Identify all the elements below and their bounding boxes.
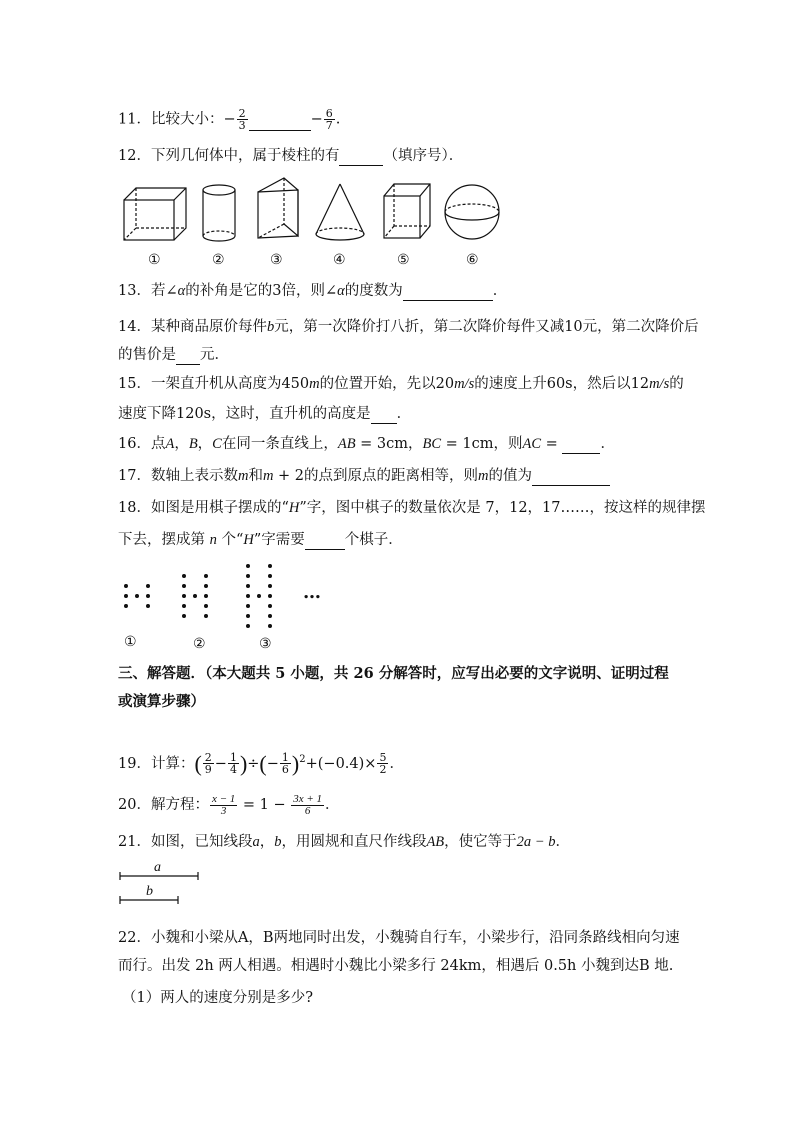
chess-piece-dot (246, 574, 250, 578)
figure-label: ② (193, 636, 206, 652)
question-16: 16．点A，B，C在同一条直线上，AB = 3cm，BC = 1cm，则AC = ． (118, 436, 615, 452)
answer-blank[interactable] (249, 116, 311, 131)
question-11: 11．比较大小：− $\frac{2}{3}$ − $\frac{6}{7}$ . (118, 107, 341, 132)
answer-blank[interactable] (532, 471, 610, 486)
chess-piece-dot (182, 574, 186, 578)
question-13: 13．若∠α的补角是它的3倍，则∠α的度数为 ． (118, 283, 508, 299)
chess-piece-dot (146, 584, 150, 588)
figure-label: ⑤ (397, 252, 410, 268)
chess-piece-dot (268, 614, 272, 618)
answer-blank[interactable] (403, 286, 493, 301)
section-heading: 三、解答题．（本大题共 5 小题，共 26 分解答时，应写出必要的文字说明、证明过程或演算步骤） (118, 665, 669, 710)
chess-piece-dot (135, 594, 139, 598)
sphere-shape (445, 185, 499, 239)
chess-piece-dot (268, 594, 272, 598)
chess-piece-dot (246, 614, 250, 618)
answer-blank[interactable] (562, 439, 600, 454)
chess-piece-dot (246, 604, 250, 608)
cuboid-shape (124, 188, 186, 240)
segments-figure (118, 862, 208, 904)
question-14-cont: 的售价是 元． (118, 347, 229, 363)
chess-piece-dot (268, 564, 272, 568)
figure-label: ① (148, 252, 161, 268)
chess-piece-dot (204, 574, 208, 578)
segment-a-label: a (154, 860, 161, 875)
ellipsis: … (303, 582, 321, 603)
question-19: 19．计算：( $\frac{2}{9}$ − $\frac{1}{4}$ )÷(− $\frac{1}{6}$ )$^2$+(−0.4)× $\frac{5}{2}$ ． (118, 750, 404, 777)
figure-label: ③ (270, 252, 283, 268)
question-22-part-1: （1）两人的速度分别是多少? (122, 990, 313, 1006)
chess-piece-dot (268, 624, 272, 628)
chess-piece-dot (246, 624, 250, 628)
chess-piece-dot (257, 594, 261, 598)
chess-piece-dot (268, 604, 272, 608)
chess-piece-dot (182, 594, 186, 598)
chess-piece-dot (268, 584, 272, 588)
answer-blank[interactable] (371, 409, 397, 424)
chess-piece-dot (193, 594, 197, 598)
chess-piece-dot (204, 604, 208, 608)
question-20: 20．解方程： $\frac{x - 1}{3}$ = 1 − $\frac{3x + 1}{6}$ ． (118, 792, 340, 817)
chess-piece-dot (182, 614, 186, 618)
chess-piece-dot (124, 604, 128, 608)
chess-piece-dot (204, 594, 208, 598)
cone-shape (316, 184, 364, 240)
chess-piece-dot (182, 604, 186, 608)
chess-piece-dot (246, 564, 250, 568)
triangular-prism-shape (258, 178, 298, 238)
question-12: 12．下列几何体中，属于棱柱的有 （填序号）． (118, 148, 464, 164)
fraction-2-3: $\frac{2}{3}$ (238, 107, 246, 132)
chess-piece-dot (204, 614, 208, 618)
figure-label: ② (212, 252, 225, 268)
chess-piece-dot (182, 584, 186, 588)
cylinder-shape (203, 185, 235, 241)
figure-label: ③ (259, 636, 272, 652)
segment-b-label: b (146, 884, 153, 899)
chess-piece-dot (124, 584, 128, 588)
answer-blank[interactable] (176, 350, 200, 365)
answer-blank[interactable] (339, 151, 383, 166)
question-15-cont: 速度下降120s，这时，直升机的高度是 ． (118, 406, 412, 422)
fraction-6-7: $\frac{6}{7}$ (325, 107, 333, 132)
question-18-cont: 下去，摆成第 n 个“H”字需要 个棋子． (118, 532, 403, 548)
chess-piece-dot (246, 584, 250, 588)
solids-figure (118, 178, 518, 248)
figure-label: ④ (333, 252, 346, 268)
chess-piece-dot (204, 584, 208, 588)
question-15: 15．一架直升机从高度为450m的位置开始，先以20m/s的速度上升60s，然后以12m/s的 (118, 376, 684, 392)
question-18: 18．如图是用棋子摆成的“H”字，图中棋子的数量依次是 7，12，17……，按这样的规律摆 (118, 500, 706, 516)
figure-label: ⑥ (466, 252, 479, 268)
chess-piece-dot (268, 574, 272, 578)
chess-piece-dot (124, 594, 128, 598)
question-21: 21．如图，已知线段a，b，用圆规和直尺作线段AB，使它等于2a − b． (118, 834, 570, 850)
question-14: 14．某种商品原价每件b元，第一次降价打八折，第二次降价每件又减10元，第二次降价后 (118, 319, 699, 335)
cube-shape (384, 184, 430, 238)
chess-piece-dot (146, 604, 150, 608)
question-17: 17．数轴上表示数m和m + 2的点到原点的距离相等，则m的值为 (118, 466, 610, 486)
question-22: 22．小魏和小梁从A，B两地同时出发，小魏骑自行车，小梁步行，沿同条路线相向匀速而行。出发 2h 两人相遇。相遇时小魏比小梁多行 24km，相遇后 0.5h 小魏到达B 地. (118, 930, 680, 974)
chess-piece-dot (246, 594, 250, 598)
figure-label: ① (124, 634, 137, 650)
chess-piece-dot (146, 594, 150, 598)
answer-blank[interactable] (305, 535, 345, 550)
